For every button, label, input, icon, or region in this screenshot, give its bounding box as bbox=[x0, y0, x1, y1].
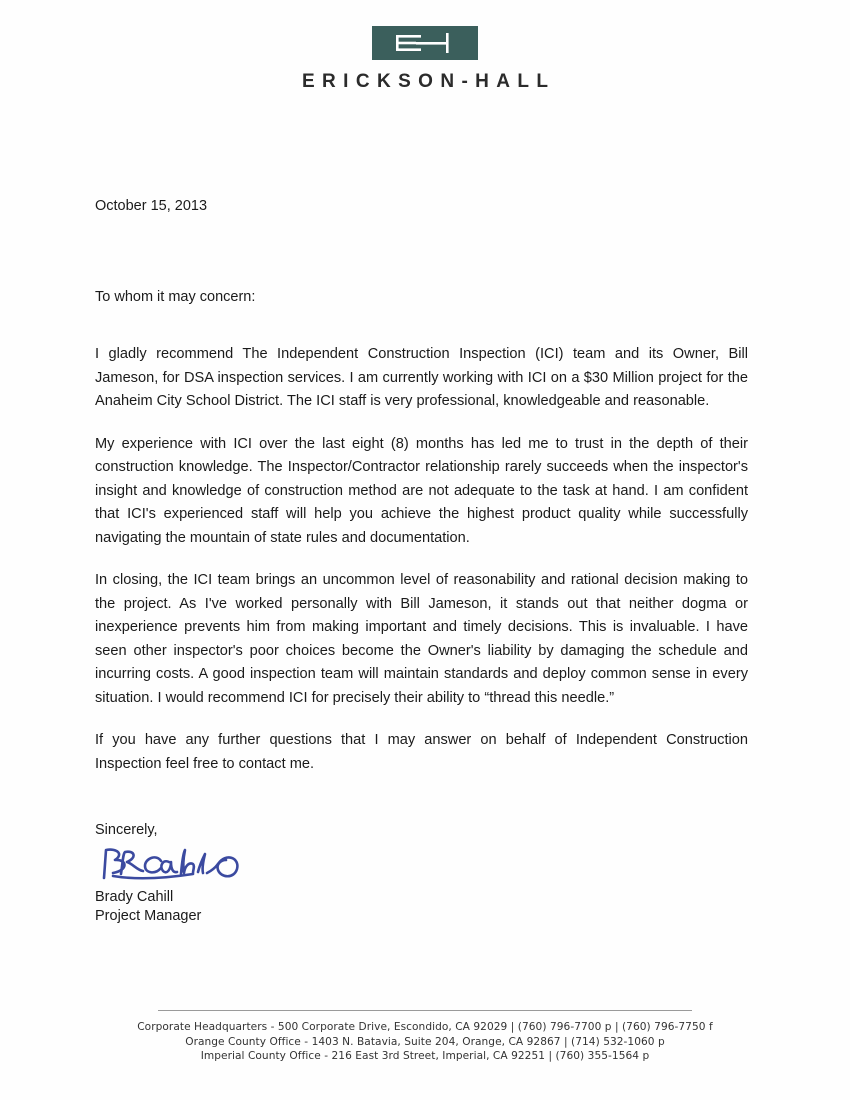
letter-paragraph-4: If you have any further questions that I may answer on behalf of Independent Construction Inspection feel free to contact me. bbox=[95, 732, 748, 772]
footer bbox=[0, 1010, 850, 1064]
signer-name: Brady Cahill bbox=[95, 889, 174, 905]
letter-paragraph-3: In closing, the ICI team brings an uncommon level of reasonability and rational decision making to the project. As I've worked personally with Bill Jameson, it stands out that neither dogma or inexperience prevents him from making important and timely decisions. This is invaluable. I have seen other inspector's poor choices become the Owner's liability by damaging the schedule and incurring costs. A good inspection team will maintain standards and deploy common sense in every situation. I would recommend ICI for precisely their ability to “thread this needle.” bbox=[95, 572, 748, 706]
signer-title: Project Manager bbox=[95, 908, 202, 924]
company-wordmark: ERICKSON-HALL bbox=[301, 71, 556, 92]
footer-line-corporate: Corporate Headquarters - 500 Corporate Drive, Escondido, CA 92029 | (760) 796-7700 p | (760) 796-7750 f bbox=[137, 1021, 713, 1034]
letter-date: October 15, 2013 bbox=[95, 198, 208, 214]
letter-paragraph-1: I gladly recommend The Independent Construction Inspection (ICI) team and its Owner, Bill Jameson, for DSA inspection services. I am currently working with ICI on a $30 Million project for the Anaheim City School District. The ICI staff is very professional, knowledgeable and reasonable. bbox=[95, 346, 748, 409]
letter-paragraph-2: My experience with ICI over the last eight (8) months has led me to trust in the depth of their construction knowledge. The Inspector/Contractor relationship rarely succeeds when the inspector's insight and knowledge of construction method are not adequate to the task at hand. I am confident that ICI's experienced staff will help you achieve the highest product quality while successfully navigating the mountain of state rules and documentation. bbox=[95, 435, 748, 546]
footer-divider bbox=[158, 1010, 692, 1011]
letterhead bbox=[0, 26, 850, 93]
letter-salutation: To whom it may concern: bbox=[95, 289, 256, 305]
letter-body bbox=[95, 198, 748, 926]
letter-closing: Sincerely, bbox=[95, 822, 158, 838]
footer-line-imperial-county: Imperial County Office - 216 East 3rd Street, Imperial, CA 92251 | (760) 355-1564 p bbox=[200, 1050, 650, 1063]
footer-line-orange-county: Orange County Office - 1403 N. Batavia, Suite 204, Orange, CA 92867 | (714) 532-1060 p bbox=[185, 1035, 665, 1048]
eh-monogram-icon bbox=[372, 26, 478, 60]
handwritten-signature-icon bbox=[97, 840, 247, 888]
signature-area bbox=[95, 840, 748, 888]
